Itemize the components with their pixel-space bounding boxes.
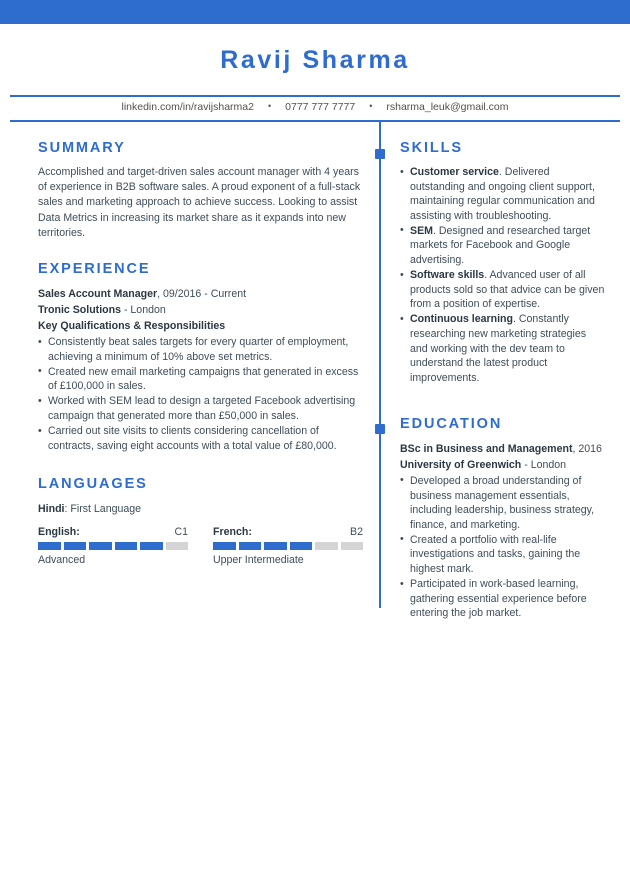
job-company-line xyxy=(38,302,363,318)
experience-entry xyxy=(38,286,363,453)
skill-description: . Advanced user of all products sold so that advice can be given from a position of expertise. xyxy=(410,269,605,311)
section-skills xyxy=(400,140,605,385)
language-level-bar xyxy=(38,542,188,550)
list-item: • Consistently beat sales targets for every quarter of employment, achieving a minimum of 10% above set metrics. xyxy=(38,335,363,364)
languages-heading: LANGUAGES xyxy=(38,475,148,492)
job-subheading: Key Qualifications & Responsibilities xyxy=(38,320,226,333)
language-header xyxy=(38,526,188,538)
bar-segment xyxy=(64,542,87,550)
skills-list xyxy=(400,165,605,385)
contact-line xyxy=(0,101,630,113)
left-column xyxy=(38,140,363,566)
page-title: Ravij Sharma xyxy=(220,46,410,74)
bar-segment xyxy=(264,542,287,550)
bar-segment xyxy=(89,542,112,550)
education-location: - London xyxy=(521,458,567,471)
experience-heading: EXPERIENCE xyxy=(38,261,151,278)
section-summary xyxy=(38,140,363,241)
list-item: • Carried out site visits to clients considering cancellation of contracts, saving eight accounts with a total value of £80,000. xyxy=(38,424,363,453)
job-location: - London xyxy=(121,304,166,317)
summary-heading: SUMMARY xyxy=(38,140,126,156)
skill-name: Software skills xyxy=(410,269,485,282)
bar-segment xyxy=(140,542,163,550)
language-name: French: xyxy=(213,525,252,538)
list-item: • Participated in work-based learning, gathering essential experience before entering the job market. xyxy=(400,577,605,621)
list-item: • Created new email marketing campaigns that generated in excess of £100,000 in sales. xyxy=(38,365,363,394)
contact-email[interactable]: rsharma_leuk@gmail.com xyxy=(386,101,509,113)
list-item xyxy=(400,312,605,385)
bar-segment xyxy=(341,542,364,550)
contact-phone[interactable]: 0777 777 7777 xyxy=(285,101,356,113)
top-accent-bar xyxy=(0,0,630,24)
contact-separator-1: • xyxy=(267,101,272,111)
contact-rule-bottom xyxy=(10,120,620,122)
language-name: English: xyxy=(38,525,80,538)
experience-bullets xyxy=(38,335,363,453)
job-title-line xyxy=(38,286,363,302)
skill-description: . Constantly researching new marketing strategies and working with the dev team to understand the latest product improvements. xyxy=(410,313,587,384)
language-code: C1 xyxy=(174,525,188,538)
job-company: Tronic Solutions xyxy=(38,304,121,317)
language-header xyxy=(213,526,363,538)
education-degree: BSc in Business and Management xyxy=(400,442,573,455)
language-proficiency-row xyxy=(38,526,363,566)
bar-segment xyxy=(115,542,138,550)
section-experience xyxy=(38,261,363,453)
bar-segment xyxy=(239,542,262,550)
skill-name: Continuous learning xyxy=(410,313,513,326)
right-column xyxy=(400,140,605,621)
list-item: • Developed a broad understanding of business management essentials, including leadership, business strategy, finance, and marketing. xyxy=(400,474,605,532)
job-dates: , 09/2016 - Current xyxy=(157,288,247,301)
list-item: • Created a portfolio with real-life investigations and tasks, gaining the highest mark. xyxy=(400,533,605,577)
skill-description: . Delivered outstanding and ongoing client support, maintaining regular communication and assisting with troubleshooting. xyxy=(410,166,595,222)
contact-linkedin[interactable]: linkedin.com/in/ravijsharma2 xyxy=(121,101,254,113)
education-institution-line xyxy=(400,457,605,473)
bar-segment xyxy=(290,542,313,550)
education-degree-line xyxy=(400,441,605,457)
language-item-english xyxy=(38,526,188,566)
education-year: , 2016 xyxy=(572,442,602,455)
list-item xyxy=(400,268,605,312)
language-level-label: Advanced xyxy=(38,553,86,566)
skill-name: Customer service xyxy=(410,166,499,178)
language-code: B2 xyxy=(350,525,363,538)
list-item: • Worked with SEM lead to design a targeted Facebook advertising campaign that generated more than £50,000 in sales. xyxy=(38,394,363,423)
first-language-value: : First Language xyxy=(64,502,142,515)
header-name-block xyxy=(0,46,630,75)
bar-segment xyxy=(213,542,236,550)
bar-segment xyxy=(315,542,338,550)
education-bullets xyxy=(400,474,605,621)
job-title: Sales Account Manager xyxy=(38,288,158,301)
skill-name: SEM xyxy=(410,224,433,237)
first-language-name: Hindi xyxy=(38,502,65,515)
section-languages xyxy=(38,476,363,566)
language-item-french xyxy=(213,526,363,566)
section-education xyxy=(400,416,605,621)
contact-rule-top xyxy=(10,95,620,97)
education-institution: University of Greenwich xyxy=(400,458,522,471)
bar-segment xyxy=(166,542,189,550)
education-heading: EDUCATION xyxy=(400,415,503,432)
bar-segment xyxy=(38,542,61,550)
column-divider xyxy=(379,122,381,608)
list-item xyxy=(400,165,605,223)
language-level-label: Upper Intermediate xyxy=(213,553,304,566)
list-item xyxy=(400,224,605,268)
skill-description: . Designed and researched target markets for Facebook and Google advertising. xyxy=(410,224,591,267)
education-entry xyxy=(400,441,605,621)
language-level-bar xyxy=(213,542,363,550)
summary-text: Accomplished and target-driven sales account manager with 4 years of experience in B2B software sales. A proud exponent of a full-stack sales and marketing approach to achieve success. Looking to assist Data Metrics in increasing its market share as it expands into new territories. xyxy=(38,166,361,239)
divider-marker-education xyxy=(375,424,385,434)
contact-separator-2: • xyxy=(369,101,373,111)
skills-heading: SKILLS xyxy=(400,140,463,156)
language-first xyxy=(38,501,363,517)
divider-marker-skills xyxy=(375,149,385,159)
